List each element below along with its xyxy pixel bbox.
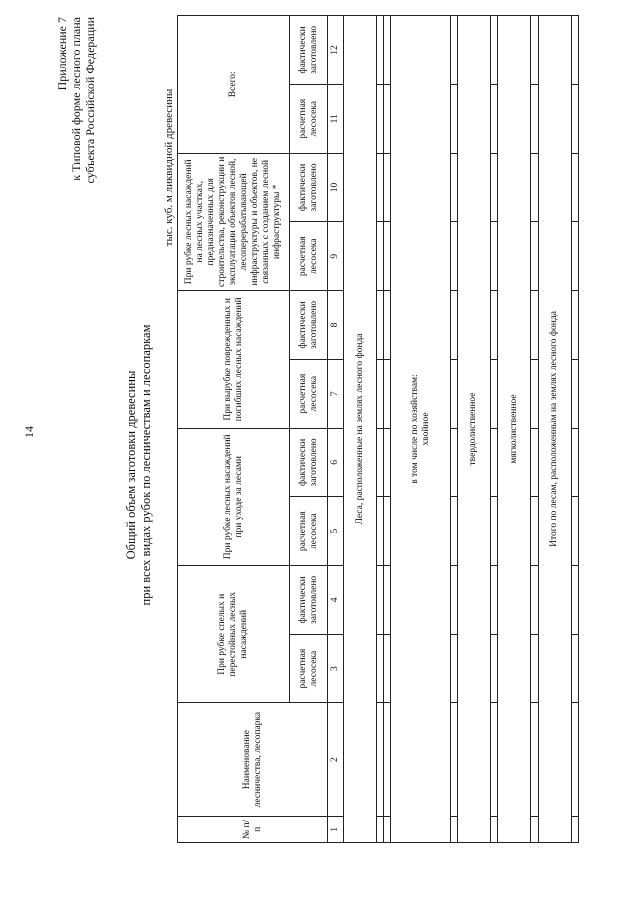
harvest-table — [177, 15, 579, 843]
column-number: 8 — [328, 291, 344, 360]
table-cell — [450, 703, 457, 816]
table-row — [491, 16, 498, 843]
table-cell — [384, 497, 391, 566]
table-cell — [377, 816, 384, 842]
table-cell — [450, 153, 457, 222]
header-care: При рубке лесных насаждений при уходе за лесами — [178, 428, 290, 565]
table-cell — [384, 222, 391, 291]
section-hardwood: твердолиственное — [457, 16, 490, 843]
table-cell — [531, 153, 538, 222]
header-total: Всего: — [178, 16, 290, 154]
table-cell — [450, 497, 457, 566]
column-number: 9 — [328, 222, 344, 291]
header-actual: фактически заготовлено — [290, 153, 328, 222]
header-infrastructure: При рубке лесных насаждений на лесных участках, предназначенных для строительства, реконструкции и эксплуатации объектов лесной, лесоперерабатывающей инфраструктуры и объектов, не связанных с созданием лесной инфраструктуры * — [178, 153, 290, 290]
table-cell — [450, 428, 457, 497]
table-cell — [571, 84, 578, 153]
document-title — [124, 175, 154, 755]
table-cell — [377, 16, 384, 85]
table-cell — [531, 703, 538, 816]
section-row — [498, 16, 531, 843]
table-cell — [571, 291, 578, 360]
section-row — [457, 16, 490, 843]
column-number: 7 — [328, 359, 344, 428]
table-cell — [384, 16, 391, 85]
table-cell — [531, 359, 538, 428]
title-line-1: Общий объем заготовки древесины — [124, 370, 138, 560]
header-planned: расчетная лесосека — [290, 497, 328, 566]
table-cell — [377, 497, 384, 566]
table-cell — [377, 634, 384, 703]
header-actual: фактически заготовлено — [290, 16, 328, 85]
header-actual: фактически заготовлено — [290, 428, 328, 497]
header-actual: фактически заготовлено — [290, 291, 328, 360]
table-cell — [450, 359, 457, 428]
table-cell — [571, 703, 578, 816]
table-cell — [450, 222, 457, 291]
table-cell — [531, 428, 538, 497]
column-number-row — [328, 16, 344, 843]
table-cell — [377, 153, 384, 222]
header-planned: расчетная лесосека — [290, 359, 328, 428]
table-cell — [377, 84, 384, 153]
table-cell — [491, 222, 498, 291]
section-row — [344, 16, 377, 843]
appendix-line-2: к Типовой форме лесного плана — [69, 17, 83, 181]
column-number: 5 — [328, 497, 344, 566]
table-cell — [571, 816, 578, 842]
section-incl-label: в том числе по хозяйствам: — [409, 374, 420, 484]
column-number: 2 — [328, 703, 344, 816]
table-cell — [531, 816, 538, 842]
section-lands: Леса, расположенные на землях лесного фонда — [344, 16, 377, 843]
table-cell — [384, 291, 391, 360]
table-cell — [384, 566, 391, 635]
appendix-note — [55, 17, 97, 905]
table-cell — [571, 359, 578, 428]
table-cell — [450, 566, 457, 635]
title-line-2: при всех видах рубок по лесничествам и лесопаркам — [139, 324, 153, 606]
table-cell — [571, 566, 578, 635]
table-cell — [571, 428, 578, 497]
table-cell — [450, 816, 457, 842]
section-row — [538, 16, 571, 843]
column-number: 3 — [328, 634, 344, 703]
header-planned: расчетная лесосека — [290, 634, 328, 703]
table-cell — [531, 16, 538, 85]
page-number: 14 — [22, 426, 36, 438]
column-number: 6 — [328, 428, 344, 497]
table-row — [384, 16, 391, 843]
table-cell — [571, 497, 578, 566]
units-label: тыс. куб. м ликвидной древесины — [163, 88, 175, 247]
table-cell — [491, 359, 498, 428]
column-number: 1 — [328, 816, 344, 842]
table-cell — [377, 359, 384, 428]
table-cell — [491, 153, 498, 222]
table-cell — [384, 634, 391, 703]
table-cell — [384, 153, 391, 222]
column-number: 12 — [328, 16, 344, 85]
table-cell — [450, 16, 457, 85]
table-cell — [531, 84, 538, 153]
table-cell — [384, 428, 391, 497]
section-row — [391, 16, 450, 843]
table-cell — [491, 703, 498, 816]
section-total: Итого по лесам, расположенным на землях лесного фонда — [538, 16, 571, 843]
table-cell — [571, 222, 578, 291]
table-cell — [377, 222, 384, 291]
header-num: № п/п — [178, 816, 328, 842]
table-cell — [384, 84, 391, 153]
header-row-groups — [178, 16, 290, 843]
column-number: 4 — [328, 566, 344, 635]
table-cell — [491, 566, 498, 635]
table-cell — [384, 359, 391, 428]
header-planned: расчетная лесосека — [290, 222, 328, 291]
table-cell — [384, 816, 391, 842]
section-conif-label: хвойное — [420, 412, 431, 446]
table-row — [531, 16, 538, 843]
table-cell — [491, 428, 498, 497]
column-number: 10 — [328, 153, 344, 222]
table-cell — [450, 634, 457, 703]
section-softwood: мягколиственное — [498, 16, 531, 843]
table-cell — [377, 428, 384, 497]
table-cell — [377, 566, 384, 635]
table-cell — [491, 291, 498, 360]
column-number: 11 — [328, 84, 344, 153]
table-row — [377, 16, 384, 843]
table-row — [450, 16, 457, 843]
header-actual: фактически заготовлено — [290, 566, 328, 635]
table-cell — [491, 497, 498, 566]
header-planned: расчетная лесосека — [290, 84, 328, 153]
table-cell — [571, 16, 578, 85]
appendix-line-3: субъекта Российской Федерации — [83, 17, 97, 184]
table-cell — [531, 566, 538, 635]
table-cell — [571, 634, 578, 703]
table-cell — [384, 703, 391, 816]
table-cell — [377, 291, 384, 360]
table-cell — [491, 816, 498, 842]
table-cell — [450, 291, 457, 360]
table-row — [571, 16, 578, 843]
table-cell — [491, 634, 498, 703]
table-cell — [491, 16, 498, 85]
table-cell — [450, 84, 457, 153]
table-cell — [531, 497, 538, 566]
table-cell — [531, 222, 538, 291]
table-cell — [571, 153, 578, 222]
header-damaged: При вырубке поврежденных и погибших лесных насаждений — [178, 291, 290, 428]
header-mature: При рубке спелых и перестойных лесных насаждений — [178, 566, 290, 703]
table-cell — [377, 703, 384, 816]
table-cell — [491, 84, 498, 153]
section-incl — [391, 16, 450, 843]
header-name: Наименование лесничества, лесопарка — [178, 703, 328, 816]
appendix-line-1: Приложение 7 — [55, 17, 69, 91]
table-cell — [531, 291, 538, 360]
table-cell — [531, 634, 538, 703]
